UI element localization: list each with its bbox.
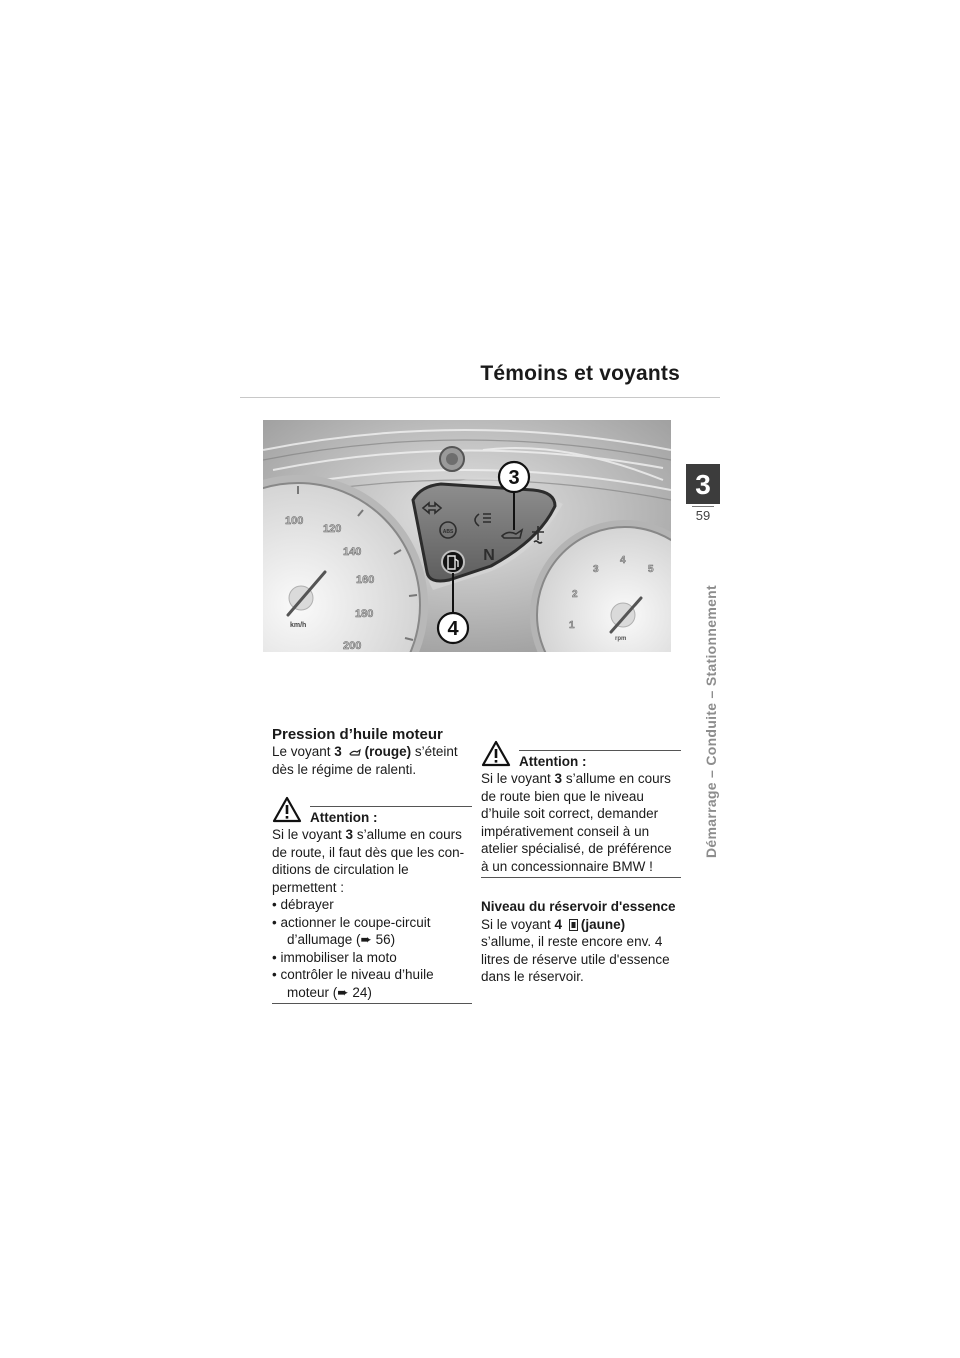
speedo-tick: 140 — [343, 546, 362, 558]
fuel-paragraph — [481, 916, 681, 986]
text-run: s’allume en cours de route, il faut dès que les con-ditions de circulation le permettent : — [272, 827, 465, 895]
page-number: 59 — [695, 508, 711, 523]
attention-text — [481, 770, 681, 875]
text-run: Si le voyant — [481, 916, 555, 932]
lamp-number: 4 — [554, 916, 563, 932]
list-item-continuation: d’allumage (➨ 56) — [287, 932, 396, 947]
text-run: Le voyant — [272, 744, 335, 759]
speedo-tick: 120 — [323, 523, 342, 535]
fuel-reserve-lamp — [442, 551, 464, 573]
callout-4-label: 4 — [447, 618, 459, 640]
attention-label: Attention : — [519, 754, 587, 769]
tacho-unit: rpm — [615, 636, 627, 642]
attention-box-right — [481, 740, 681, 878]
lamp-number: 3 — [334, 744, 342, 759]
tacho-tick: 1 — [569, 620, 575, 631]
list-item: • actionner le coupe-circuit — [272, 914, 431, 930]
lamp-color: (rouge) — [364, 744, 412, 759]
speedo-tick: 180 — [355, 608, 374, 620]
list-item-continuation: moteur (➨ 24) — [287, 984, 372, 1000]
instrument-cluster-photo — [263, 420, 671, 652]
list-item: • immobiliser la moto — [272, 949, 397, 965]
tacho-tick: 5 — [648, 564, 654, 575]
attention-label: Attention : — [310, 810, 378, 825]
speedo-tick: 160 — [356, 574, 375, 586]
oil-pressure-paragraph — [272, 743, 472, 778]
lamp-number: 3 — [554, 771, 563, 786]
text-run: s’éteint dès le régime de ralenti. — [272, 744, 458, 777]
warning-triangle-icon — [481, 740, 511, 767]
neutral-label: N — [483, 547, 495, 564]
warning-triangle-icon — [272, 796, 302, 823]
speedo-tick: 100 — [285, 515, 304, 527]
callout-3-label: 3 — [508, 467, 520, 489]
section-heading-oil-pressure: Pression d’huile moteur — [272, 726, 443, 743]
right-column — [481, 740, 681, 986]
left-column — [272, 726, 472, 1004]
page-title: Témoins et voyants — [480, 362, 680, 385]
chapter-divider — [692, 506, 714, 507]
speedo-tick: 200 — [343, 640, 362, 652]
title-divider — [240, 397, 720, 398]
oil-can-icon — [349, 748, 362, 758]
tacho-tick: 3 — [593, 564, 599, 575]
list-item: • contrôler le niveau d’huile — [272, 967, 434, 982]
action-list — [272, 896, 472, 1001]
section-title-text: Démarrage – Conduite – Stationnement — [703, 585, 719, 858]
speedo-unit: km/h — [290, 622, 307, 629]
section-heading-fuel-level: Niveau du réservoir d'essence — [481, 899, 676, 914]
list-item: • débrayer — [272, 897, 334, 912]
abs-label: ABS — [442, 529, 454, 535]
lamp-number: 3 — [345, 827, 354, 842]
text-run: s’allume, il reste encore env. 4 litres de réserve utile d'essence dans le réservoir. — [481, 934, 670, 984]
tacho-tick: 2 — [572, 589, 578, 600]
text-run: s’allume en cours de route bien que le niveau d’huile soit correct, demander impérativement conseil à un atelier spécialisé, de préférence à un concessionnaire BMW ! — [481, 771, 672, 874]
chapter-tab: 3 — [686, 464, 720, 504]
text-run: Si le voyant — [272, 827, 346, 842]
lamp-color: (jaune) — [580, 916, 626, 932]
tacho-tick: 4 — [620, 555, 626, 566]
attention-box-left — [272, 796, 472, 1004]
text-run: Si le voyant — [481, 771, 555, 786]
attention-text — [272, 826, 472, 896]
fuel-pump-icon — [569, 919, 578, 931]
